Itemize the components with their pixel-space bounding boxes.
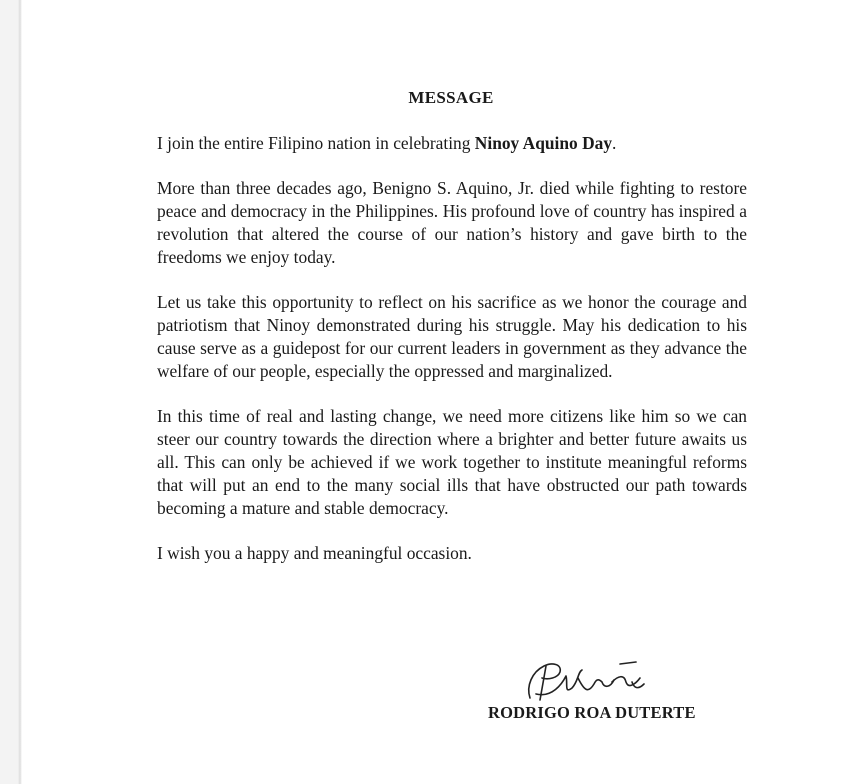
page-title: MESSAGE [408, 88, 494, 107]
paragraph-change: In this time of real and lasting change, we need more citizens like him so we can steer our country towards the direction where a brighter and better future awaits us all. This can only be achieved if we work together to institute meaningful reforms that will put an end to the many social ills that have obstructed our path towards becoming a mature and stable democracy. [157, 406, 747, 518]
signatory-name: RODRIGO ROA DUTERTE [488, 703, 696, 722]
signature-icon [522, 654, 652, 706]
intro-period: . [612, 133, 617, 153]
page-left-edge [0, 0, 22, 784]
message-body [157, 132, 747, 565]
intro-text: I join the entire Filipino nation in celebrating [157, 133, 475, 153]
paragraph-reflection: Let us take this opportunity to reflect on his sacrifice as we honor the courage and patriotism that Ninoy demonstrated during his struggle. May his dedication to his cause serve as a guidepost for our current leaders in government as they advance the welfare of our people, especially the oppressed and marginalized. [157, 292, 747, 381]
intro-emphasis: Ninoy Aquino Day [474, 133, 613, 153]
closing-wish: I wish you a happy and meaningful occasion. [157, 543, 472, 563]
paragraph-history: More than three decades ago, Benigno S. Aquino, Jr. died while fighting to restore peace and democracy in the Philippines. His profound love of country has inspired a revolution that altered the course of our nation’s history and gave birth to the freedoms we enjoy today. [157, 178, 747, 267]
intro-paragraph [157, 132, 747, 155]
